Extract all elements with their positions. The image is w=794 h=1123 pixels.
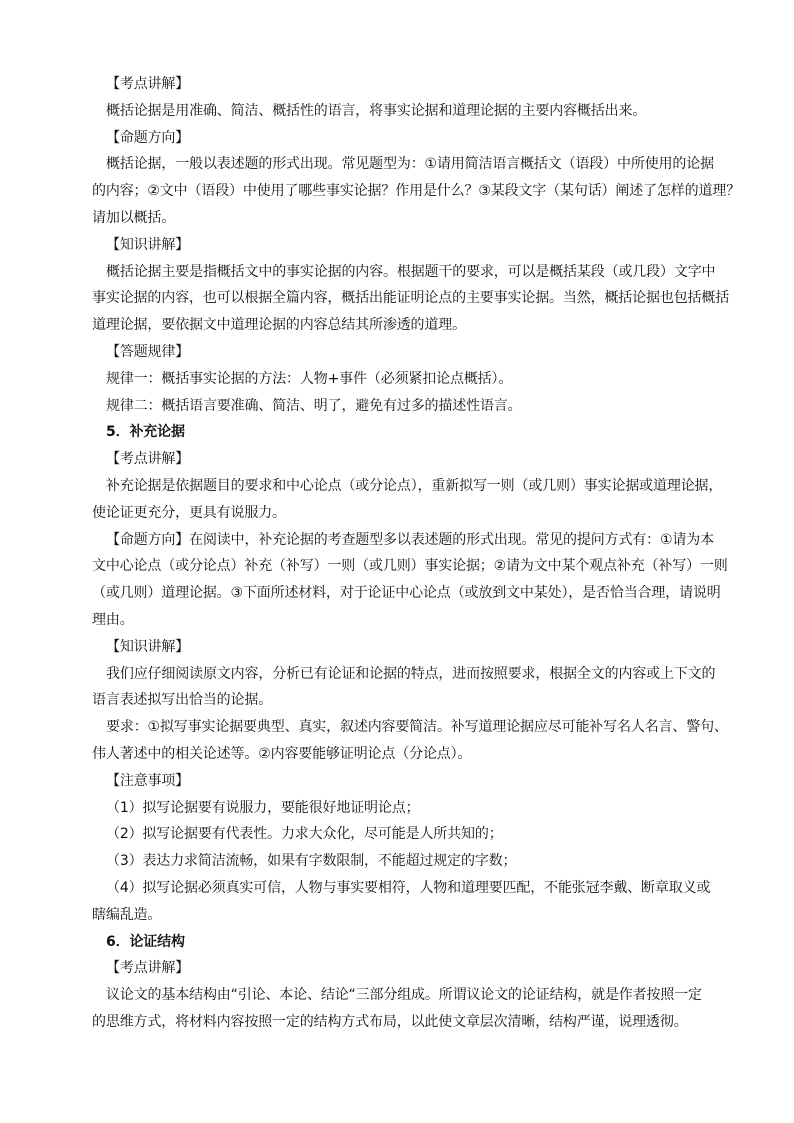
paragraph-line: 的内容；②文中（语段）中使用了哪些事实论据？作用是什么？③某段文字（某句话）阐述了怎样的道理？ [92,183,741,200]
paragraph-line: 概括论据是用准确、简洁、概括性的语言，将事实论据和道理论据的主要内容概括出来。 [106,102,647,119]
section-tag: 【考点讲解】 [106,960,190,977]
paragraph-line: 概括论据，一般以表述题的形式出现。常见题型为：①请用简洁语言概括文（语段）中所使用的论据 [106,156,714,173]
section-tag: 【知识讲解】 [106,236,190,253]
paragraph-line: 概括论据主要是指概括文中的事实论据的内容。根据题干的要求，可以是概括某段（或几段）文字中 [106,263,716,280]
section-heading: 5．补充论据 [106,424,185,441]
paragraph-line: 要求：①拟写事实论据要典型、真实，叙述内容要简洁。补写道理论据应尽可能补写名人名言、警句、 [106,719,728,736]
section-tag: 【考点讲解】 [106,76,190,92]
section-tag: 【命题方向】 [106,129,190,146]
list-item: （3）表达力求简洁流畅，如果有字数限制，不能超过规定的字数； [106,853,517,870]
document-page [92,71,741,1036]
section-tag: 【知识讲解】 [106,638,190,655]
paragraph-line: （或几则）道理论据。③下面所述材料，对于论证中心论点（或放到文中某处），是否恰当合理，请说明 [92,585,721,602]
paragraph-line: 我们应仔细阅读原文内容，分析已有论证和论据的特点，进而按照要求，根据全文的内容或上下文的 [106,665,716,682]
list-item: （4）拟写论据必须真实可信，人物与事实要相符，人物和道理要匹配，不能张冠李戴、断章取义或 [106,879,711,896]
paragraph-line: 的思维方式，将材料内容按照一定的结构方式布局，以此使文章层次清晰，结构严谨，说理透彻。 [92,1013,688,1030]
section-tag: 【考点讲解】 [106,451,190,468]
paragraph-line: 请加以概括。 [92,209,176,226]
paragraph-line: 议论文的基本结构由“引论、本论、结论“三部分组成。所谓议论文的论证结构，就是作者按照一定 [106,987,702,1004]
paragraph-line: 伟人著述中的相关论述等。②内容要能够证明论点（分论点）。 [92,745,472,762]
section-tag: 【注意事项】 [106,772,190,789]
paragraph-line: 规律一：概括事实论据的方法：人物+事件（必须紧扣论点概括）。 [106,370,513,387]
paragraph-line: 事实论据的内容，也可以根据全篇内容，概括出能证明论点的主要事实论据。当然，概括论据也包括概括 [92,290,730,307]
paragraph-line: 理由。 [92,611,134,628]
paragraph-line: 补充论据是依据题目的要求和中心论点（或分论点），重新拟写一则（或几则）事实论据或道理论据， [106,477,723,494]
paragraph-line: 瞎编乱造。 [92,906,162,923]
paragraph-line: 语言表述拟写出恰当的论据。 [92,692,273,709]
paragraph-line: 文中心论点（或分论点）补充（补写）一则（或几则）事实论据；②请为文中某个观点补充（补写）一则 [92,558,728,575]
paragraph-line: 【命题方向】在阅读中，补充论据的考查题型多以表述题的形式出现。常见的提问方式有：①请为本 [106,531,714,548]
paragraph-line: 道理论据，要依据文中道理论据的内容总结其所渗透的道理。 [92,317,466,334]
section-tag: 【答题规律】 [106,343,190,360]
list-item: （1）拟写论据要有说服力，要能很好地证明论点； [106,799,420,816]
list-item: （2）拟写论据要有代表性。力求大众化，尽可能是人所共知的； [106,826,503,843]
paragraph-line: 使论证更充分，更具有说服力。 [92,504,286,521]
section-heading: 6．论证结构 [106,933,185,950]
paragraph-line: 规律二：概括语言要准确、简洁、明了，避免有过多的描述性语言。 [106,397,522,414]
